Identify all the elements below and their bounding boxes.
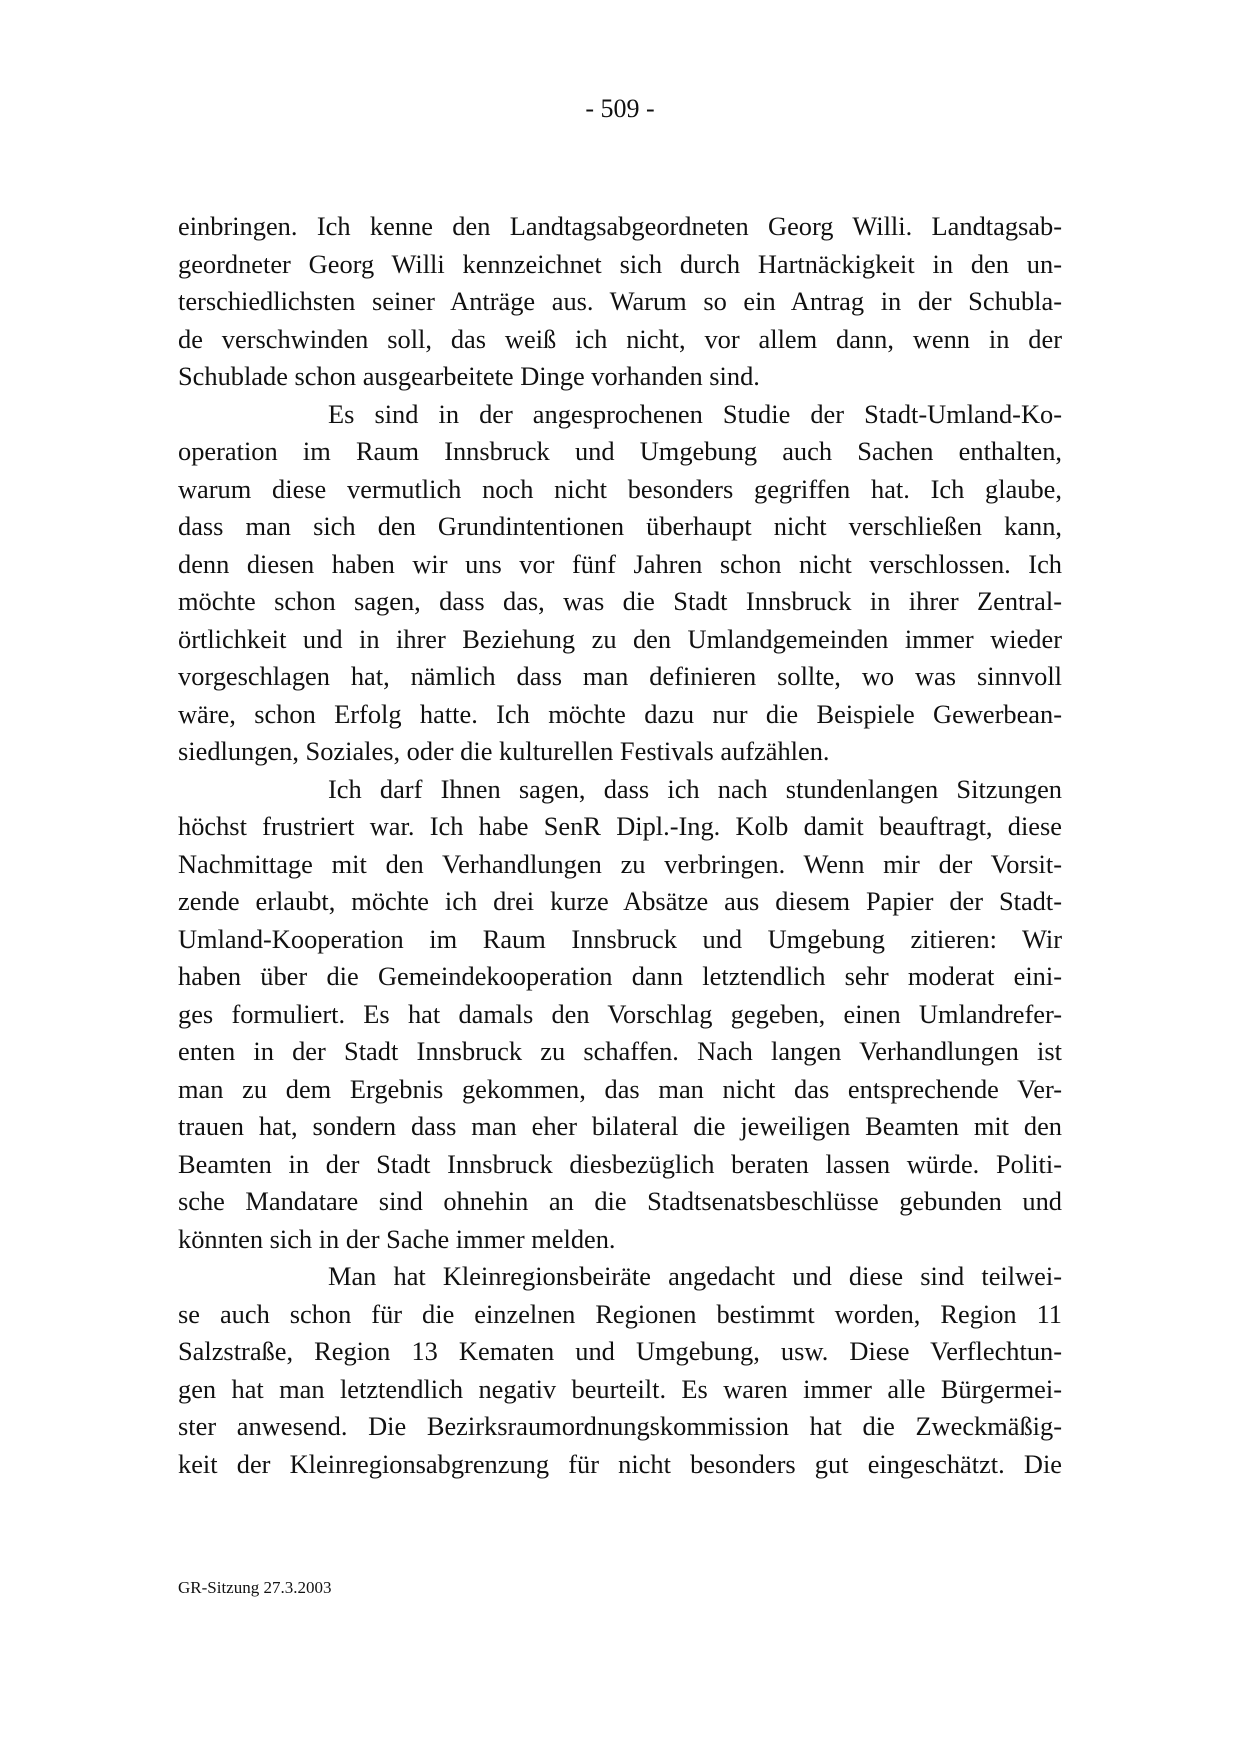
text-line: könnten sich in der Sache immer melden.	[178, 1223, 616, 1254]
text-line: ster anwesend. Die Bezirksraumordnungskommission hat die Zweckmäßig-	[178, 1411, 1062, 1441]
text-line: höchst frustriert war. Ich habe SenR Dipl.-Ing. Kolb damit beauftragt, diese	[178, 811, 1062, 841]
text-line: denn diesen haben wir uns vor fünf Jahren schon nicht verschlossen. Ich	[178, 548, 1062, 579]
text-line: warum diese vermutlich noch nicht besonders gegriffen hat. Ich glaube,	[178, 473, 1062, 504]
text-line: Beamten in der Stadt Innsbruck diesbezüglich beraten lassen würde. Politi-	[178, 1148, 1062, 1179]
paragraph-first-line: Man hat Kleinregionsbeiräte angedacht und diese sind teilwei-	[328, 1261, 1062, 1291]
text-line: sche Mandatare sind ohnehin an die Stadtsenatsbeschlüsse gebunden und	[178, 1186, 1062, 1216]
text-line: vorgeschlagen hat, nämlich dass man definieren sollte, wo was sinnvoll	[178, 661, 1062, 691]
text-line: terschiedlichsten seiner Anträge aus. Warum so ein Antrag in der Schubla-	[178, 286, 1062, 316]
text-line: gen hat man letztendlich negativ beurteilt. Es waren immer alle Bürgermei-	[178, 1373, 1062, 1404]
text-line: trauen hat, sondern dass man eher bilateral die jeweiligen Beamten mit den	[178, 1111, 1062, 1141]
page-number: - 509 -	[585, 94, 655, 123]
text-line: örtlichkeit und in ihrer Beziehung zu den Umlandgemeinden immer wieder	[178, 623, 1062, 654]
text-line: Nachmittage mit den Verhandlungen zu verbringen. Wenn mir der Vorsit-	[178, 848, 1062, 879]
text-line: se auch schon für die einzelnen Regionen bestimmt worden, Region 11	[178, 1298, 1062, 1329]
paragraph-first-line: Ich darf Ihnen sagen, dass ich nach stundenlangen Sitzungen	[328, 773, 1062, 804]
text-line: Schublade schon ausgearbeitete Dinge vorhanden sind.	[178, 361, 760, 391]
text-line: dass man sich den Grundintentionen überhaupt nicht verschließen kann,	[178, 511, 1062, 541]
text-line: wäre, schon Erfolg hatte. Ich möchte dazu nur die Beispiele Gewerbean-	[178, 698, 1062, 729]
footer-session-date: GR-Sitzung 27.3.2003	[178, 1578, 332, 1597]
text-line: enten in der Stadt Innsbruck zu schaffen. Nach langen Verhandlungen ist	[178, 1036, 1062, 1066]
text-line: möchte schon sagen, dass das, was die Stadt Innsbruck in ihrer Zentral-	[178, 586, 1062, 616]
text-line: einbringen. Ich kenne den Landtagsabgeordneten Georg Willi. Landtagsab-	[178, 211, 1062, 241]
text-line: siedlungen, Soziales, oder die kulturellen Festivals aufzählen.	[178, 736, 830, 766]
text-line: geordneter Georg Willi kennzeichnet sich durch Hartnäckigkeit in den un-	[178, 248, 1062, 279]
body-text	[178, 208, 1062, 1483]
paragraph-first-line: Es sind in der angesprochenen Studie der Stadt-Umland-Ko-	[328, 398, 1062, 429]
text-line: keit der Kleinregionsabgrenzung für nicht besonders gut eingeschätzt. Die	[178, 1448, 1062, 1479]
text-line: Salzstraße, Region 13 Kematen und Umgebung, usw. Diese Verflechtun-	[178, 1336, 1062, 1366]
text-line: ges formuliert. Es hat damals den Vorschlag gegeben, einen Umlandrefer-	[178, 998, 1062, 1029]
text-line: Umland-Kooperation im Raum Innsbruck und Umgebung zitieren: Wir	[178, 923, 1062, 954]
text-line: zende erlaubt, möchte ich drei kurze Absätze aus diesem Papier der Stadt-	[178, 886, 1062, 916]
text-line: haben über die Gemeindekooperation dann letztendlich sehr moderat eini-	[178, 961, 1062, 991]
text-line: man zu dem Ergebnis gekommen, das man nicht das entsprechende Ver-	[178, 1073, 1062, 1104]
text-line: operation im Raum Innsbruck und Umgebung auch Sachen enthalten,	[178, 436, 1062, 466]
text-line: de verschwinden soll, das weiß ich nicht, vor allem dann, wenn in der	[178, 323, 1062, 354]
